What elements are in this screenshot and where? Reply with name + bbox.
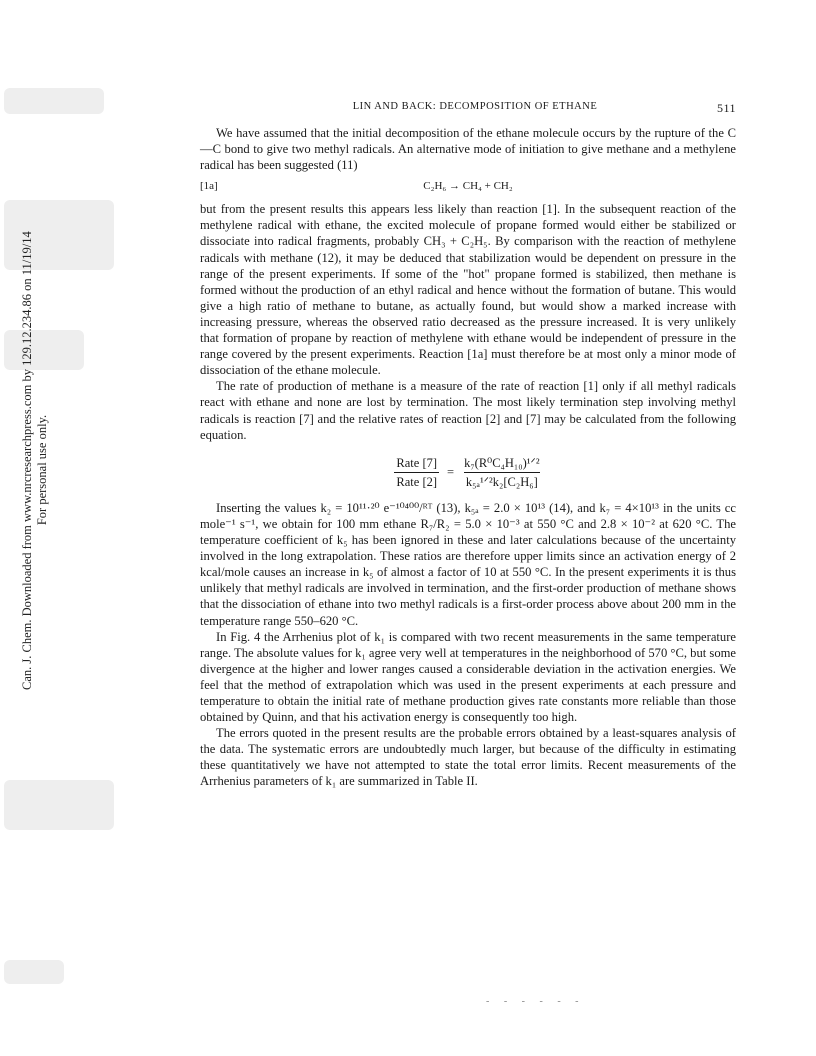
download-watermark-sidebar xyxy=(0,231,49,690)
scan-smudge xyxy=(4,780,114,830)
watermark-line-1: Can. J. Chem. Downloaded from www.nrcresearchpress.com by 129.12.234.86 on 11/19/14 xyxy=(20,231,34,690)
scan-smudge xyxy=(4,960,64,984)
paragraph-initiation: We have assumed that the initial decomposition of the ethane molecule occurs by the rupture of the C—C bond to give two methyl radicals. An alternative mode of initiation to give methane and a methylene radical has been suggested (11) xyxy=(200,126,736,173)
fraction-right xyxy=(462,455,542,490)
fraction-denominator: Rate [2] xyxy=(394,472,439,490)
paragraph-rate-values: Inserting the values k₂ = 10¹¹·²⁰ e⁻¹⁰⁴⁰⁰/ᴿᵀ (13), k₅ₐ = 2.0 × 10¹³ (14), and k₇ = 4×10¹³ in the units cc mole⁻¹ s⁻¹, we obtain for 100 mm ethane R₇/R₂ = 5.0 × 10⁻³ at 550 °C and 2.8 × 10⁻² at 620 °C. The temperature coefficient of k₅ has been ignored in these and later calculations because of the uncertainty involved in the long extrapolation. These ratios are therefore upper limits since an activation energy of 2 kcal/mole causes an increase in k₅ of almost a factor of 10 at 550 °C. In the present experiments it is thus unlikely that methyl radicals are involved in termination, and the first-order production of methane shows that the dissociation of ethane into two methyl radicals is a first-order process above about 200 mm in the temperature range 550–620 °C. xyxy=(200,500,736,628)
scan-artifact-dots: - - - - - - xyxy=(486,996,585,1007)
download-watermark-text xyxy=(20,231,50,690)
equation-1a xyxy=(200,175,736,197)
rate-ratio-equation xyxy=(200,455,736,490)
watermark-line-2: For personal use only. xyxy=(35,414,49,526)
fraction-denominator: k₅ₐ¹ᐟ²k₂[C₂H₆] xyxy=(464,472,540,490)
fraction-numerator: Rate [7] xyxy=(396,455,438,470)
fraction-left xyxy=(394,455,439,490)
paragraph-errors: The errors quoted in the present results are the probable errors obtained by a least-squares analysis of the data. The systematic errors are undoubtedly much larger, but because of the difficulty in estimating these quantitatively we have not attempted to state the total error limits. Recent measurements of the Arrhenius parameters of k₁ are summarized in Table II. xyxy=(200,726,736,789)
equation-content: C₂H₆ → CH₄ + CH₂ xyxy=(423,180,513,193)
equals-sign: = xyxy=(447,465,455,480)
article-body xyxy=(200,125,736,790)
page-header xyxy=(212,101,738,117)
equation-label: [1a] xyxy=(200,180,218,193)
paragraph-methane-rate: The rate of production of methane is a measure of the rate of reaction [1] only if all methyl radicals react with ethane and none are lost by termination. The most likely termination step involving methyl radicals is reaction [7] and the relative rates of reaction [2] and [7] may be calculated from the following equation. xyxy=(200,379,736,442)
paragraph-arrhenius: In Fig. 4 the Arrhenius plot of k₁ is compared with two recent measurements in the same temperature range. The absolute values for k₁ agree very well at temperatures in the neighborhood of 570 °C, but some divergence at the higher and lower ranges caused a considerable deviation in the activation energies. We feel that the method of extrapolation which was used in the present experiments at each pressure and temperature to obtain the initial rate of methane production gives rate constants more reliable than those obtained by Quinn, and that his activation energy is consequently too high. xyxy=(200,629,736,725)
running-head: LIN AND BACK: DECOMPOSITION OF ETHANE xyxy=(352,101,598,112)
paragraph-methylene: but from the present results this appears less likely than reaction [1]. In the subsequent reaction of the methylene radical with ethane, the excited molecule of propane formed would either be stabilized or dissociate into radical fragments, probably CH₃ + C₂H₅. By comparison with the reaction of methylene radicals with methane (12), it may be deduced that stabilization would be dependent on pressure in the range of the present experiments. If some of the "hot" propane formed is stabilized, then methane is formed without the production of an ethyl radical and hence without the formation of butane. This would give a high ratio of methane to butane, as actually found, but would show a marked increase with increasing pressure, whereas the observed ratio decreased as the pressure increased. It is very unlikely that formation of propane by reaction of methylene with ethane would be independent of pressure in the range covered by the present experiments. Reaction [1a] must therefore be at most only a minor mode of dissociation of the ethane molecule. xyxy=(200,202,736,378)
page-number: 511 xyxy=(716,101,736,115)
fraction-numerator: k₇(R⁰C₄H₁₀)¹ᐟ² xyxy=(464,455,540,470)
scan-smudge xyxy=(4,88,104,114)
